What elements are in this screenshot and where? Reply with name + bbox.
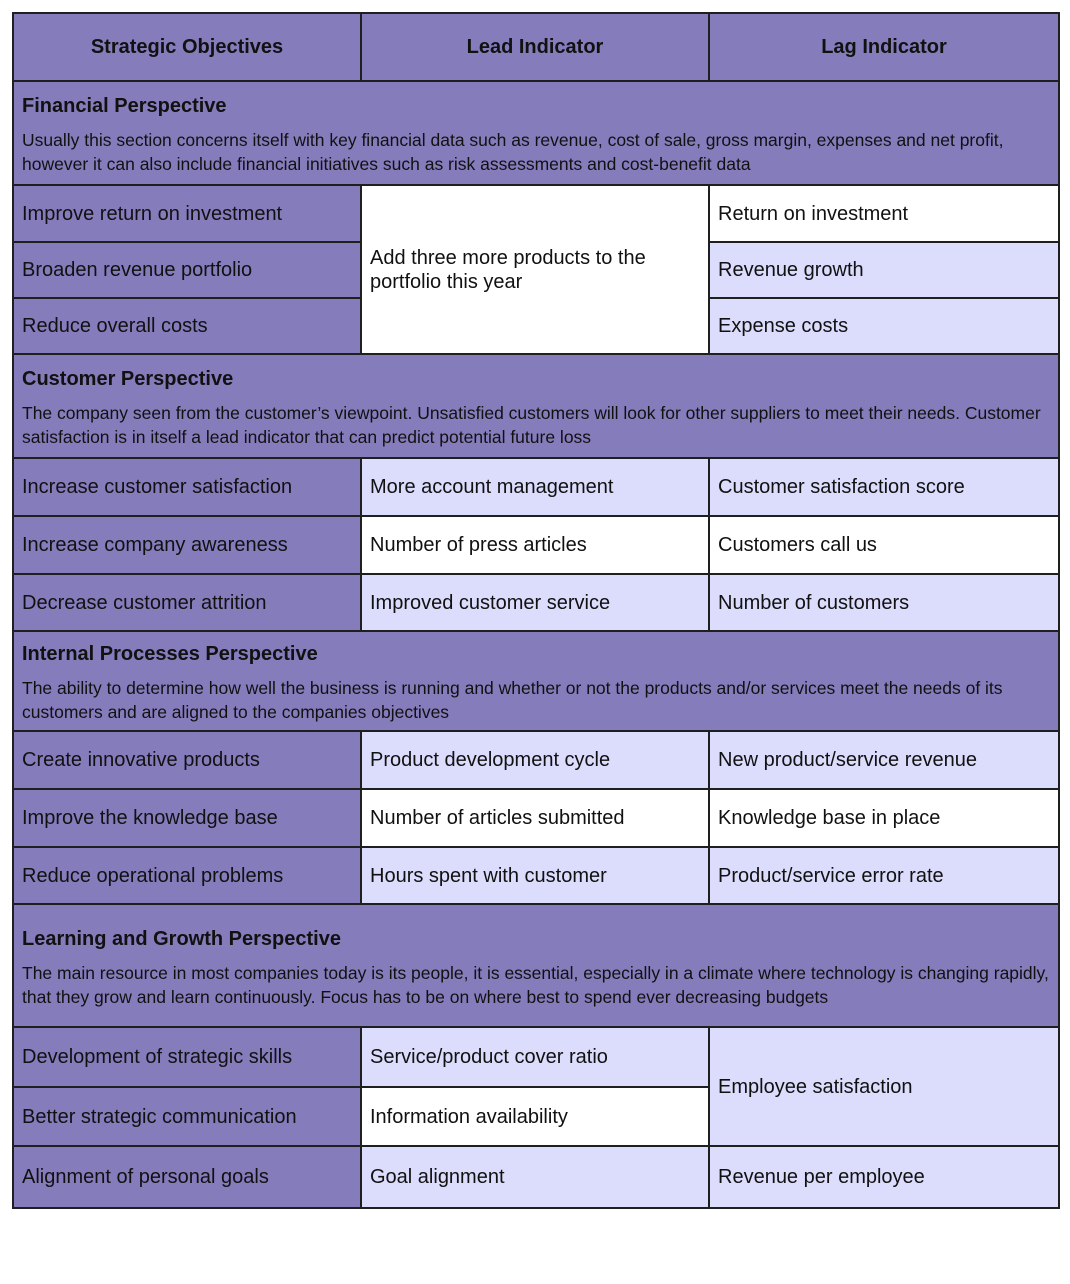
- lag-cell: Customers call us: [709, 516, 1059, 574]
- objective-cell: Development of strategic skills: [13, 1027, 361, 1087]
- section-row-learning: [13, 904, 1059, 1027]
- lag-cell-merged: Employee satisfaction: [709, 1027, 1059, 1146]
- section-row-financial: [13, 81, 1059, 185]
- lag-cell: Revenue growth: [709, 242, 1059, 298]
- lead-cell: Improved customer service: [361, 574, 709, 631]
- table-row: [13, 185, 1059, 242]
- lead-cell-merged: Add three more products to the portfolio this year: [361, 185, 709, 354]
- financial-section: [13, 81, 1059, 185]
- objective-cell: Decrease customer attrition: [13, 574, 361, 631]
- table-row: [13, 458, 1059, 516]
- objective-cell: Create innovative products: [13, 731, 361, 789]
- objective-cell: Increase customer satisfaction: [13, 458, 361, 516]
- table-row: [13, 1146, 1059, 1208]
- section-title: Internal Processes Perspective: [22, 643, 318, 665]
- lag-cell: Expense costs: [709, 298, 1059, 354]
- section-title: Financial Perspective: [22, 95, 227, 117]
- section-title: Learning and Growth Perspective: [22, 927, 341, 950]
- section-description: The ability to determine how well the business is running and whether or not the products and/or services meet the needs of its customers and are aligned to the companies objectives: [22, 678, 1003, 722]
- header-row: [13, 13, 1059, 81]
- table-row: [13, 574, 1059, 631]
- section-row-internal: [13, 631, 1059, 731]
- objective-cell: Reduce overall costs: [13, 298, 361, 354]
- table-row: [13, 731, 1059, 789]
- lag-cell: Return on investment: [709, 185, 1059, 242]
- table-row: [13, 789, 1059, 847]
- lag-cell: Customer satisfaction score: [709, 458, 1059, 516]
- section-title: Customer Perspective: [22, 368, 234, 390]
- objective-cell: Broaden revenue portfolio: [13, 242, 361, 298]
- objective-cell: Improve the knowledge base: [13, 789, 361, 847]
- lag-cell: Revenue per employee: [709, 1146, 1059, 1208]
- objective-cell: Reduce operational problems: [13, 847, 361, 904]
- objective-cell: Better strategic communication: [13, 1087, 361, 1146]
- section-description: The main resource in most companies today is its people, it is essential, especially in a climate where technology is changing rapidly, that they grow and learn continuously. Focus has to be on where best to spend ever decreasing budgets: [22, 962, 1049, 1007]
- lead-cell: Number of articles submitted: [361, 789, 709, 847]
- lag-cell: New product/service revenue: [709, 731, 1059, 789]
- balanced-scorecard-table: [12, 12, 1060, 1209]
- lag-cell: Knowledge base in place: [709, 789, 1059, 847]
- internal-section: [13, 631, 1059, 731]
- customer-section: [13, 354, 1059, 458]
- lead-cell: More account management: [361, 458, 709, 516]
- lead-cell: Goal alignment: [361, 1146, 709, 1208]
- lag-cell: Number of customers: [709, 574, 1059, 631]
- lead-cell: Product development cycle: [361, 731, 709, 789]
- table-row: [13, 516, 1059, 574]
- lag-cell: Product/service error rate: [709, 847, 1059, 904]
- objective-cell: Improve return on investment: [13, 185, 361, 242]
- header-lag-indicator: Lag Indicator: [709, 13, 1059, 81]
- lead-cell: Service/product cover ratio: [361, 1027, 709, 1087]
- lead-cell: Information availability: [361, 1087, 709, 1146]
- section-description: The company seen from the customer’s viewpoint. Unsatisfied customers will look for other suppliers to meet their needs. Customer satisfaction is in itself a lead indicator that can predict potential future loss: [22, 403, 1041, 447]
- table-row: [13, 847, 1059, 904]
- lead-cell: Hours spent with customer: [361, 847, 709, 904]
- lead-cell: Number of press articles: [361, 516, 709, 574]
- header-lead-indicator: Lead Indicator: [361, 13, 709, 81]
- section-row-customer: [13, 354, 1059, 458]
- table-row: [13, 1027, 1059, 1087]
- learning-section: [13, 904, 1059, 1027]
- objective-cell: Increase company awareness: [13, 516, 361, 574]
- objective-cell: Alignment of personal goals: [13, 1146, 361, 1208]
- header-strategic-objectives: Strategic Objectives: [13, 13, 361, 81]
- section-description: Usually this section concerns itself with key financial data such as revenue, cost of sale, gross margin, expenses and net profit, however it can also include financial initiatives such as risk assessments and cost-benefit data: [22, 130, 1004, 174]
